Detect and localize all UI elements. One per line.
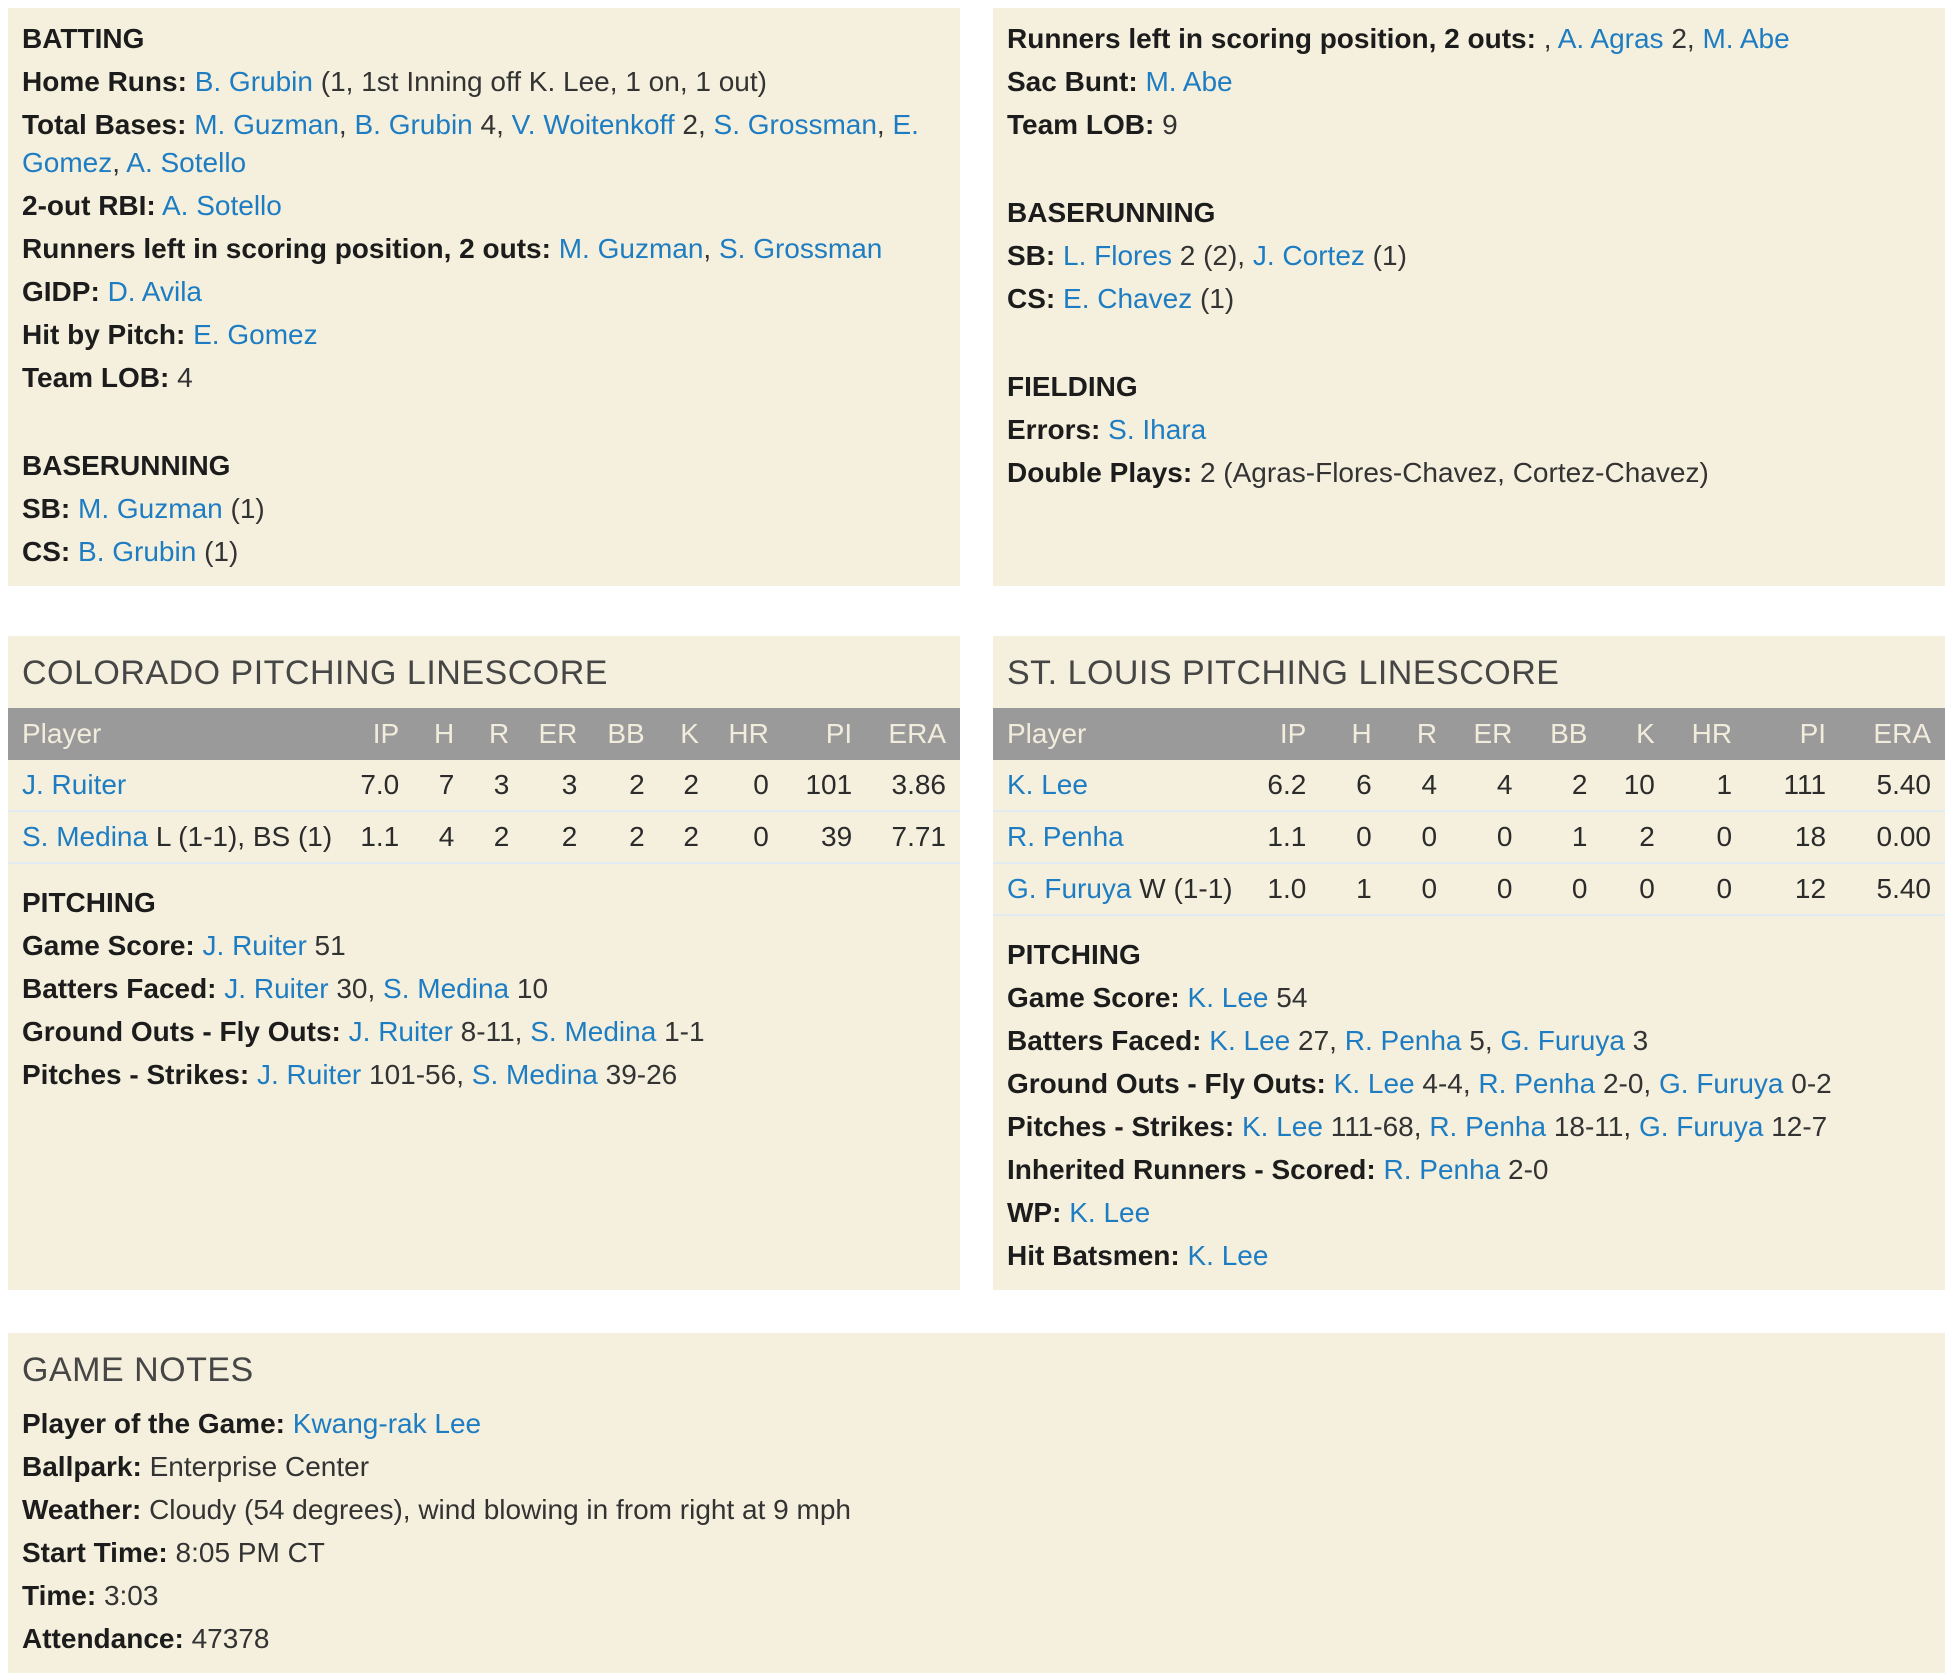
stat-label: Game Score: <box>1007 982 1180 1013</box>
stat-line <box>22 1013 946 1051</box>
table-head <box>993 708 1945 760</box>
stat-label: Inherited Runners - Scored: <box>1007 1154 1376 1185</box>
player-link[interactable]: K. Lee <box>1187 1240 1269 1271</box>
stat-cell: 18 <box>1740 811 1834 863</box>
column-header: R <box>1380 708 1445 760</box>
player-link[interactable]: G. Furuya <box>1500 1025 1625 1056</box>
player-link[interactable]: B. Grubin <box>78 536 197 567</box>
stat-cell: 0 <box>1595 863 1662 915</box>
stat-text: (1) <box>222 493 265 524</box>
stat-label: CS: <box>22 536 71 567</box>
stat-cell: 2 <box>517 811 585 863</box>
stat-text: 47378 <box>191 1623 270 1654</box>
game-notes-sections <box>8 1405 1945 1658</box>
stat-cell: 1.1 <box>340 811 407 863</box>
stat-label: Ground Outs - Fly Outs: <box>1007 1068 1326 1099</box>
stat-line <box>1007 280 1931 318</box>
pitcher-row <box>993 863 1945 915</box>
stat-cell: 2 <box>1520 760 1595 811</box>
player-link[interactable]: B. Grubin <box>194 66 313 97</box>
stat-text: , <box>112 147 127 178</box>
player-link[interactable]: M. Guzman <box>558 233 704 264</box>
stat-text: 51 <box>306 930 346 961</box>
stat-text: 101-56, <box>361 1059 472 1090</box>
stat-line <box>1007 1108 1931 1146</box>
stat-line <box>1007 1022 1931 1060</box>
pitcher-cell <box>993 811 1241 863</box>
stat-text: 8:05 PM CT <box>175 1537 325 1568</box>
pitcher-cell <box>8 811 340 863</box>
player-link[interactable]: J. Cortez <box>1252 240 1365 271</box>
pitcher-decision-note: L (1-1), BS (1) <box>155 821 333 852</box>
table-body <box>8 760 960 863</box>
stat-text: 0-2 <box>1783 1068 1832 1099</box>
stat-cell: 1 <box>1314 863 1379 915</box>
stat-label: Total Bases: <box>22 109 187 140</box>
stat-text: 1-1 <box>656 1016 705 1047</box>
section-header: FIELDING <box>1007 371 1138 402</box>
column-header: K <box>653 708 707 760</box>
stat-cell: 1 <box>1520 811 1595 863</box>
section-header: PITCHING <box>22 887 156 918</box>
player-link[interactable]: S. Medina <box>22 821 149 852</box>
stat-label: Pitches - Strikes: <box>22 1059 250 1090</box>
stat-cell: 2 <box>653 760 707 811</box>
column-header: Player <box>8 708 340 760</box>
stat-line <box>1007 1065 1931 1103</box>
stat-label: Pitches - Strikes: <box>1007 1111 1235 1142</box>
player-link[interactable]: A. Sotello <box>126 147 247 178</box>
stat-line <box>22 273 946 311</box>
stat-line <box>22 63 946 101</box>
player-link[interactable]: K. Lee <box>1007 769 1088 800</box>
player-link[interactable]: D. Avila <box>107 276 202 307</box>
stat-line <box>22 490 946 528</box>
section-header: PITCHING <box>1007 939 1141 970</box>
player-link[interactable]: G. Furuya <box>1658 1068 1784 1099</box>
stat-cell: 2 <box>653 811 707 863</box>
stat-cell: 5.40 <box>1834 760 1945 811</box>
column-header: HR <box>1663 708 1740 760</box>
player-link[interactable]: M. Guzman <box>194 109 339 140</box>
stat-text: 2 (Agras-Flores-Chavez, Cortez-Chavez) <box>1199 457 1709 488</box>
stat-label: SB: <box>1007 240 1056 271</box>
stat-line <box>22 1448 1931 1486</box>
player-link[interactable]: J. Ruiter <box>224 973 329 1004</box>
stat-text: , <box>876 109 893 140</box>
stat-label: 2-out RBI: <box>22 190 156 221</box>
stat-cell: 0 <box>1445 863 1520 915</box>
player-link[interactable]: G. Furuya <box>1007 873 1132 904</box>
player-link[interactable]: R. Penha <box>1383 1154 1501 1185</box>
stat-text: 3:03 <box>103 1580 159 1611</box>
player-link[interactable]: S. Medina <box>383 973 510 1004</box>
stat-label: Attendance: <box>22 1623 184 1654</box>
stat-label: Weather: <box>22 1494 142 1525</box>
player-link[interactable]: K. Lee <box>1069 1197 1151 1228</box>
player-link[interactable]: Kwang-rak Lee <box>292 1408 482 1439</box>
pitching-linescore-row <box>8 636 1945 1290</box>
stat-text: 2, <box>674 109 714 140</box>
table-body <box>993 760 1945 915</box>
stat-cell: 0 <box>1663 863 1740 915</box>
stat-line <box>22 533 946 571</box>
stat-line <box>22 106 946 182</box>
player-link[interactable]: J. Ruiter <box>348 1016 453 1047</box>
player-link[interactable]: J. Ruiter <box>256 1059 362 1090</box>
player-link[interactable]: E. Gomez <box>193 319 318 350</box>
stat-cell: 5.40 <box>1834 863 1945 915</box>
stat-label: WP: <box>1007 1197 1062 1228</box>
player-link[interactable]: S. Grossman <box>713 109 877 140</box>
player-link[interactable]: V. Woitenkoff <box>511 109 675 140</box>
pitching-linescore-table <box>8 708 960 864</box>
stat-line <box>1007 1194 1931 1232</box>
column-header: IP <box>340 708 407 760</box>
stat-text: 30, <box>328 973 384 1004</box>
stat-label: Sac Bunt: <box>1007 66 1138 97</box>
player-link[interactable]: S. Grossman <box>718 233 883 264</box>
stat-label: Hit by Pitch: <box>22 319 186 350</box>
stat-label: Double Plays: <box>1007 457 1193 488</box>
pitcher-row <box>993 811 1945 863</box>
stat-label: Game Score: <box>22 930 195 961</box>
stat-line <box>22 1405 1931 1443</box>
player-link[interactable]: R. Penha <box>1007 821 1124 852</box>
stat-line <box>1007 454 1931 492</box>
stat-text: 39-26 <box>597 1059 678 1090</box>
stat-cell: 39 <box>777 811 860 863</box>
stat-label: Start Time: <box>22 1537 168 1568</box>
home-batting-notes-panel <box>993 8 1945 586</box>
stat-text: 2-0, <box>1595 1068 1659 1099</box>
player-link[interactable]: S. Medina <box>471 1059 598 1090</box>
stat-line <box>22 1577 1931 1615</box>
stat-cell: 6 <box>1314 760 1379 811</box>
stat-label: Errors: <box>1007 414 1101 445</box>
away-batting-sections <box>8 20 960 571</box>
stat-text: 10 <box>509 973 549 1004</box>
stat-line <box>1007 106 1931 144</box>
colorado-pitching-sections <box>8 884 960 1094</box>
stat-line <box>1007 979 1931 1017</box>
player-link[interactable]: K. Lee <box>1209 1025 1291 1056</box>
stat-text: 12-7 <box>1763 1111 1828 1142</box>
stat-line <box>1007 1151 1931 1189</box>
stat-cell: 0.00 <box>1834 811 1945 863</box>
stat-cell: 111 <box>1740 760 1834 811</box>
stat-cell: 3 <box>517 760 585 811</box>
stat-cell: 3.86 <box>860 760 960 811</box>
stat-cell: 0 <box>1663 811 1740 863</box>
stat-label: CS: <box>1007 283 1056 314</box>
stat-text: 2-0 <box>1500 1154 1549 1185</box>
section-header: BASERUNNING <box>22 450 231 481</box>
panel-title: GAME NOTES <box>22 1351 254 1389</box>
column-header: PI <box>777 708 860 760</box>
pitcher-row <box>993 760 1945 811</box>
stat-line <box>1007 63 1931 101</box>
stat-line <box>22 927 946 965</box>
stat-cell: 1 <box>1663 760 1740 811</box>
stat-text: 9 <box>1162 109 1178 140</box>
pitcher-row <box>8 811 960 863</box>
column-header: H <box>407 708 462 760</box>
stat-cell: 3 <box>462 760 517 811</box>
player-link[interactable]: J. Ruiter <box>22 769 127 800</box>
header-row <box>993 708 1945 760</box>
stat-cell: 6.2 <box>1241 760 1315 811</box>
player-link[interactable]: K. Lee <box>1187 982 1269 1013</box>
stat-text: 8-11, <box>452 1016 531 1047</box>
stat-label: Ground Outs - Fly Outs: <box>22 1016 341 1047</box>
player-link[interactable]: R. Penha <box>1429 1111 1547 1142</box>
panel-title: ST. LOUIS PITCHING LINESCORE <box>1007 654 1560 692</box>
column-header: BB <box>585 708 652 760</box>
colorado-pitching-panel <box>8 636 960 1290</box>
stat-text: (1) <box>1364 240 1407 271</box>
pitcher-cell <box>8 760 340 811</box>
section-header: BATTING <box>22 23 145 54</box>
stat-line <box>22 970 946 1008</box>
stat-cell: 1.0 <box>1241 863 1315 915</box>
pitcher-row <box>8 760 960 811</box>
stat-text: (1) <box>1192 283 1235 314</box>
stat-line <box>1007 237 1931 275</box>
stat-text: 5, <box>1461 1025 1501 1056</box>
stat-line <box>22 187 946 225</box>
stat-label: Batters Faced: <box>22 973 217 1004</box>
stat-text: (1) <box>196 536 239 567</box>
table-head <box>8 708 960 760</box>
stat-label: GIDP: <box>22 276 100 307</box>
stat-cell: 4 <box>1380 760 1445 811</box>
stat-cell: 2 <box>1595 811 1662 863</box>
batting-notes-row <box>8 8 1945 586</box>
stat-text: , <box>1543 23 1558 54</box>
stat-cell: 7.71 <box>860 811 960 863</box>
stat-line <box>1007 1237 1931 1275</box>
stat-line <box>22 1620 1931 1658</box>
player-link[interactable]: B. Grubin <box>354 109 473 140</box>
away-batting-notes-panel <box>8 8 960 586</box>
player-link[interactable]: G. Furuya <box>1638 1111 1764 1142</box>
stat-line <box>22 1056 946 1094</box>
header-row <box>8 708 960 760</box>
player-link[interactable]: A. Sotello <box>162 190 282 221</box>
player-link[interactable]: L. Flores <box>1063 240 1172 271</box>
player-link[interactable]: M. Abe <box>1702 23 1790 54</box>
stat-label: Time: <box>22 1580 97 1611</box>
column-header: ERA <box>1834 708 1945 760</box>
pitcher-cell <box>993 863 1241 915</box>
column-header: HR <box>707 708 777 760</box>
column-header: R <box>462 708 517 760</box>
column-header: ER <box>517 708 585 760</box>
stat-cell: 0 <box>1380 863 1445 915</box>
pitching-linescore-table <box>993 708 1945 916</box>
stat-label: Player of the Game: <box>22 1408 285 1439</box>
player-link[interactable]: R. Penha <box>1344 1025 1462 1056</box>
stat-label: Team LOB: <box>1007 109 1155 140</box>
stat-text: 54 <box>1268 982 1308 1013</box>
stat-cell: 1.1 <box>1241 811 1315 863</box>
stat-cell: 0 <box>707 760 777 811</box>
player-link[interactable]: R. Penha <box>1478 1068 1596 1099</box>
player-link[interactable]: K. Lee <box>1333 1068 1415 1099</box>
stat-cell: 2 <box>585 811 652 863</box>
stat-cell: 12 <box>1740 863 1834 915</box>
column-header: K <box>1595 708 1662 760</box>
section-header: BASERUNNING <box>1007 197 1216 228</box>
stat-text: , <box>338 109 355 140</box>
stat-label: Team LOB: <box>22 362 170 393</box>
stat-label: Hit Batsmen: <box>1007 1240 1180 1271</box>
stat-text: Enterprise Center <box>149 1451 370 1482</box>
stat-line <box>22 1534 1931 1572</box>
stat-line <box>22 1491 1931 1529</box>
stat-cell: 101 <box>777 760 860 811</box>
stat-cell: 10 <box>1595 760 1662 811</box>
player-link[interactable]: S. Ihara <box>1108 414 1207 445</box>
stat-cell: 0 <box>1520 863 1595 915</box>
stat-cell: 7.0 <box>340 760 407 811</box>
stat-text: 27, <box>1290 1025 1345 1056</box>
stat-label: Ballpark: <box>22 1451 142 1482</box>
column-header: BB <box>1520 708 1595 760</box>
column-header: H <box>1314 708 1379 760</box>
stat-cell: 0 <box>707 811 777 863</box>
colorado-linescore-table <box>8 708 960 864</box>
player-link[interactable]: S. Medina <box>530 1016 657 1047</box>
player-link[interactable]: K. Lee <box>1241 1111 1323 1142</box>
stat-line <box>22 359 946 397</box>
stat-text: (1, 1st Inning off K. Lee, 1 on, 1 out) <box>312 66 767 97</box>
stat-cell: 0 <box>1445 811 1520 863</box>
home-batting-sections <box>993 20 1945 492</box>
stat-text: Cloudy (54 degrees), wind blowing in from right at 9 mph <box>149 1494 851 1525</box>
stat-line <box>22 230 946 268</box>
stlouis-linescore-table <box>993 708 1945 916</box>
stat-cell: 0 <box>1314 811 1379 863</box>
stat-text: 2 (2), <box>1171 240 1253 271</box>
stat-text: 2, <box>1663 23 1703 54</box>
stat-label: Batters Faced: <box>1007 1025 1202 1056</box>
stat-text: 4, <box>472 109 512 140</box>
pitcher-cell <box>993 760 1241 811</box>
stat-cell: 0 <box>1380 811 1445 863</box>
stat-line <box>1007 411 1931 449</box>
game-notes-panel <box>8 1333 1945 1673</box>
player-link[interactable]: M. Guzman <box>78 493 223 524</box>
stat-text: 4 <box>177 362 193 393</box>
panel-title: COLORADO PITCHING LINESCORE <box>22 654 608 692</box>
column-header: ER <box>1445 708 1520 760</box>
column-header: Player <box>993 708 1241 760</box>
stat-text: 111-68, <box>1322 1111 1430 1142</box>
column-header: PI <box>1740 708 1834 760</box>
column-header: ERA <box>860 708 960 760</box>
player-link[interactable]: E. Gomez <box>22 109 919 178</box>
stat-label: Home Runs: <box>22 66 187 97</box>
player-link[interactable]: A. Agras <box>1557 23 1664 54</box>
stat-cell: 2 <box>462 811 517 863</box>
player-link[interactable]: M. Abe <box>1145 66 1233 97</box>
stat-cell: 4 <box>1445 760 1520 811</box>
stat-text: 18-11, <box>1546 1111 1639 1142</box>
stat-cell: 7 <box>407 760 462 811</box>
stlouis-pitching-sections <box>993 936 1945 1275</box>
stat-text: , <box>703 233 719 264</box>
stat-label: Runners left in scoring position, 2 outs: <box>1007 23 1536 54</box>
player-link[interactable]: J. Ruiter <box>202 930 307 961</box>
stat-line <box>22 316 946 354</box>
stat-text: 3 <box>1624 1025 1649 1056</box>
column-header: IP <box>1241 708 1315 760</box>
stat-cell: 4 <box>407 811 462 863</box>
stat-label: Runners left in scoring position, 2 outs: <box>22 233 551 264</box>
player-link[interactable]: E. Chavez <box>1063 283 1193 314</box>
pitcher-decision-note: W (1-1) <box>1139 873 1233 904</box>
stat-line <box>1007 20 1931 58</box>
stat-label: SB: <box>22 493 71 524</box>
stat-cell: 2 <box>585 760 652 811</box>
stlouis-pitching-panel <box>993 636 1945 1290</box>
stat-text: 4-4, <box>1414 1068 1479 1099</box>
